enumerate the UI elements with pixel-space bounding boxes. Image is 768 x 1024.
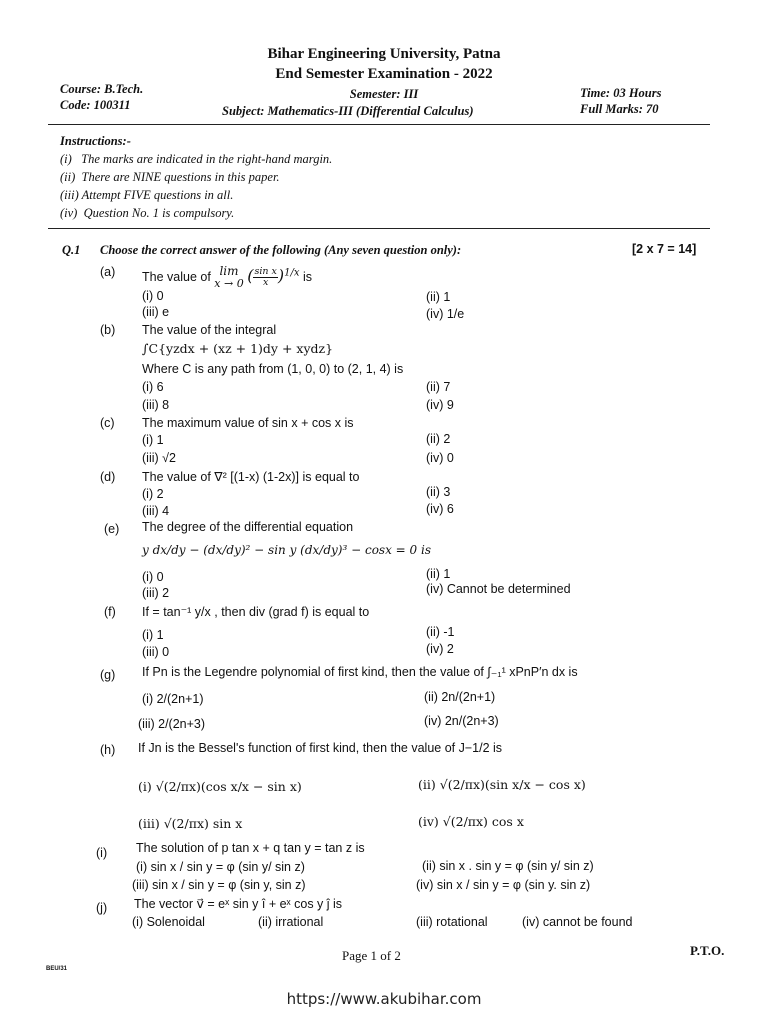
option: (iii) 2/(2n+3) [138,717,206,731]
option: (ii) √(2/πx)(sin x/x − cos x) [418,777,586,792]
option: (iv) √(2/πx) cos x [418,814,524,829]
option: (iv) 0 [426,451,454,465]
part-b-text: The value of the integral [142,323,277,337]
code-label: Code: 100311 [60,98,131,112]
option: (iv) 9 [426,398,454,412]
pto-label: P.T.O. [690,943,725,958]
part-h-text: If Jn is the Bessel's function of first kind, then the value of J−1/2 is [138,741,503,755]
part-a-frac: $\frac{\text{sin x}}{x}$ [254,266,277,288]
option: (ii) -1 [426,625,455,639]
option: (i) 6 [142,380,164,394]
paper-code: BEU/31 [46,966,68,972]
option: (iv) Cannot be determined [426,582,571,596]
option: (iv) 6 [426,502,454,516]
part-e-equation: y dx/dy − (dx/dy)² − sin y (dx/dy)³ − cosx = 0 is [142,543,431,557]
question-number: Q.1 [62,243,81,257]
question-prompt: Choose the correct answer of the following (Any seven question only): [100,243,462,257]
option: (iv) 2n/(2n+3) [424,714,499,728]
page-number: Page 1 of 2 [342,948,401,963]
option: (i) sin x / sin y = φ (sin y/ sin z) [136,860,305,874]
option: (ii) irrational [258,915,324,929]
part-a-pre: The value of [142,269,211,284]
part-a-limit: lim x → 0 [214,264,244,290]
part-label: (f) [104,605,116,619]
part-c-text: The maximum value of sin x + cos x is [142,416,354,430]
option: (ii) 2 [426,432,451,446]
part-a-post: is [302,269,312,284]
question-marks: [2 x 7 = 14] [632,242,697,256]
part-a-text: The value of lim x → 0 ( $\frac{\text{sin x}}{x}$ )$^{1/x}$ is [142,264,312,290]
part-b-where: Where C is any path from (1, 0, 0) to (2, 1, 4) is [142,362,404,376]
option: (iv) 2 [426,642,454,656]
instruction-item: (iii) Attempt FIVE questions in all. [60,188,234,202]
option: (ii) 7 [426,380,451,394]
option: (iii) sin x / sin y = φ (sin y, sin z) [132,878,306,892]
exam-title: End Semester Examination - 2022 [275,66,493,82]
option: (iv) 1/e [426,307,465,321]
semester-label: Semester: III [349,87,419,101]
part-label: (j) [96,901,108,915]
part-label: (e) [104,522,120,536]
option: (iii) rotational [416,915,488,929]
option: (iii) e [142,305,170,319]
course-label: Course: B.Tech. [60,82,144,96]
option: (iii) 0 [142,645,170,659]
option: (iii) 8 [142,398,170,412]
part-label: (d) [100,470,116,484]
part-b-integral: ∫C{yzdx + (xz + 1)dy + xydz} [142,341,334,356]
option: (iv) cannot be found [522,915,633,929]
time-label: Time: 03 Hours [580,86,662,100]
instruction-item: (iv) Question No. 1 is compulsory. [60,206,235,220]
part-label: (h) [100,743,116,757]
option: (iii) 2 [142,586,170,600]
option: (ii) sin x . sin y = φ (sin y/ sin z) [422,859,594,873]
instruction-item: (i) The marks are indicated in the right-hand margin. [60,152,333,166]
part-label: (g) [100,668,116,682]
full-marks-label: Full Marks: 70 [580,102,659,116]
part-label: (c) [100,416,115,430]
part-g-text: If Pn is the Legendre polynomial of first kind, then the value of ∫₋₁¹ xPnP′n dx is [142,665,578,679]
option: (i) 1 [142,433,164,447]
option: (ii) 1 [426,567,451,581]
instruction-item: (ii) There are NINE questions in this paper. [60,170,280,184]
option: (i) 0 [142,570,164,584]
option: (iii) 4 [142,504,170,518]
option: (ii) 2n/(2n+1) [424,690,496,704]
option: (iv) sin x / sin y = φ (sin y. sin z) [416,878,591,892]
source-url: https://www.akubihar.com [286,990,482,1008]
subject-label: Subject: Mathematics-III (Differential Calculus) [222,104,474,118]
option: (i) Solenoidal [132,915,205,929]
instructions-heading: Instructions:- [60,134,131,148]
option: (i) 2 [142,487,164,501]
option: (iii) √2 [142,451,176,465]
option: (i) 2/(2n+1) [142,692,204,706]
part-d-text: The value of ∇² [(1-x) (1-2x)] is equal to [142,470,360,484]
option: (i) 1 [142,628,164,642]
option: (i) 0 [142,289,164,303]
header-rule [48,124,710,125]
option: (ii) 1 [426,290,451,304]
instructions-rule [48,228,710,229]
option: (ii) 3 [426,485,451,499]
part-label: (b) [100,323,116,337]
part-i-text: The solution of p tan x + q tan y = tan z is [136,841,365,855]
part-e-text: The degree of the differential equation [142,520,354,534]
option: (i) √(2/πx)(cos x/x − sin x) [138,779,302,794]
part-j-text: The vector v⃗ = eˣ sin y î + eˣ cos y ĵ is [134,897,343,911]
university-name: Bihar Engineering University, Patna [267,46,501,62]
part-label: (i) [96,846,108,860]
part-label: (a) [100,265,116,279]
option: (iii) √(2/πx) sin x [138,816,243,831]
part-f-text: If = tan⁻¹ y/x , then div (grad f) is equal to [142,605,370,619]
